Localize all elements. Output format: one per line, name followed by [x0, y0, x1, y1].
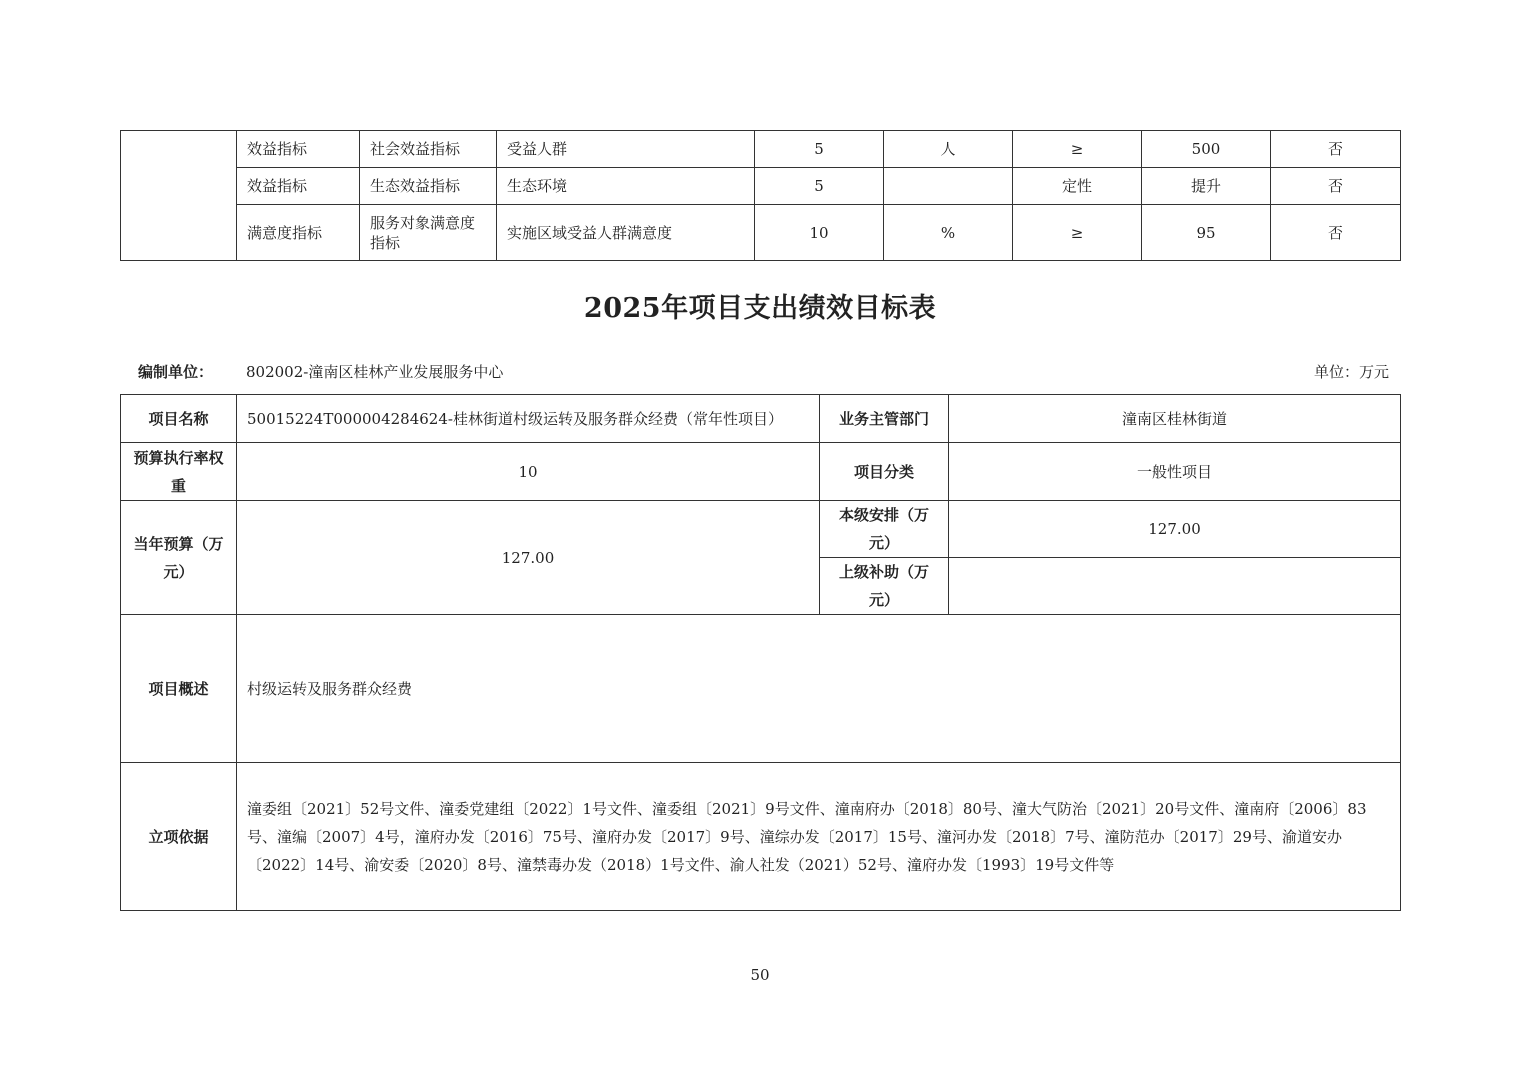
upper-label: 上级补助（万元）: [820, 558, 949, 615]
overview-label: 项目概述: [121, 615, 237, 763]
indicator-level3: 实施区域受益人群满意度: [497, 205, 755, 261]
compiling-unit-value: 802002-潼南区桂林产业发展服务中心: [246, 363, 504, 381]
exec-rate-value: 10: [237, 443, 820, 501]
indicator-core: 否: [1271, 168, 1401, 205]
basis-value: 潼委组〔2021〕52号文件、潼委党建组〔2022〕1号文件、潼委组〔2021〕9号文件、潼南府办〔2018〕80号、潼大气防治〔2021〕20号文件、潼南府〔2006〕83号、潼编〔2007〕4号，潼府办发〔2016〕75号、潼府办发〔2017〕9号、潼综办发〔2017〕15号、潼河办发〔2018〕7号、潼防范办〔2017〕29号、渝道安办〔2022〕14号、渝安委〔2020〕8号、潼禁毒办发（2018）1号文件、渝人社发（2021）52号、潼府办发〔1993〕19号文件等: [237, 763, 1401, 911]
basis-label: 立项依据: [121, 763, 237, 911]
table-row: [121, 501, 1401, 558]
indicator-level2: 生态效益指标: [360, 168, 497, 205]
local-value: 127.00: [949, 501, 1401, 558]
category-label: 项目分类: [820, 443, 949, 501]
exec-rate-label: 预算执行率权重: [121, 443, 237, 501]
table-row: [121, 205, 1401, 261]
indicator-unit: [884, 168, 1013, 205]
indicator-operator: 定性: [1013, 168, 1142, 205]
indicator-operator: ≥: [1013, 205, 1142, 261]
table-row: [121, 131, 1401, 168]
category-value: 一般性项目: [949, 443, 1401, 501]
upper-value: [949, 558, 1401, 615]
local-label: 本级安排（万元）: [820, 501, 949, 558]
budget-value: 127.00: [237, 501, 820, 615]
table-row: [121, 168, 1401, 205]
blank-cell: [121, 131, 237, 261]
indicator-level1: 效益指标: [237, 131, 360, 168]
indicator-target: 95: [1142, 205, 1271, 261]
page-number: 50: [750, 966, 770, 984]
table-row: [121, 615, 1401, 763]
indicator-level2: 社会效益指标: [360, 131, 497, 168]
indicator-core: 否: [1271, 205, 1401, 261]
currency-unit: 单位：万元: [1313, 363, 1389, 381]
indicator-core: 否: [1271, 131, 1401, 168]
indicator-level1: 效益指标: [237, 168, 360, 205]
project-target-table: [120, 394, 1401, 911]
overview-value: 村级运转及服务群众经费: [237, 615, 1401, 763]
table-row: [121, 443, 1401, 501]
indicator-unit: %: [884, 205, 1013, 261]
indicator-level1: 满意度指标: [237, 205, 360, 261]
indicator-operator: ≥: [1013, 131, 1142, 168]
budget-label: 当年预算（万元）: [121, 501, 237, 615]
indicator-level2: 服务对象满意度指标: [360, 205, 497, 261]
performance-indicator-table-continued: [120, 130, 1401, 261]
compiling-unit-label: 编制单位：: [138, 363, 214, 381]
indicator-unit: 人: [884, 131, 1013, 168]
indicator-weight: 10: [755, 205, 884, 261]
indicator-target: 提升: [1142, 168, 1271, 205]
indicator-level3: 生态环境: [497, 168, 755, 205]
dept-value: 潼南区桂林街道: [949, 395, 1401, 443]
indicator-weight: 5: [755, 168, 884, 205]
indicator-level3: 受益人群: [497, 131, 755, 168]
indicator-weight: 5: [755, 131, 884, 168]
page-title: 2025年项目支出绩效目标表: [583, 293, 937, 324]
table-row: [121, 395, 1401, 443]
dept-label: 业务主管部门: [820, 395, 949, 443]
indicator-target: 500: [1142, 131, 1271, 168]
project-name-label: 项目名称: [121, 395, 237, 443]
table-row: [121, 763, 1401, 911]
project-name-value: 50015224T000004284624-桂林街道村级运转及服务群众经费（常年性项目）: [237, 395, 820, 443]
